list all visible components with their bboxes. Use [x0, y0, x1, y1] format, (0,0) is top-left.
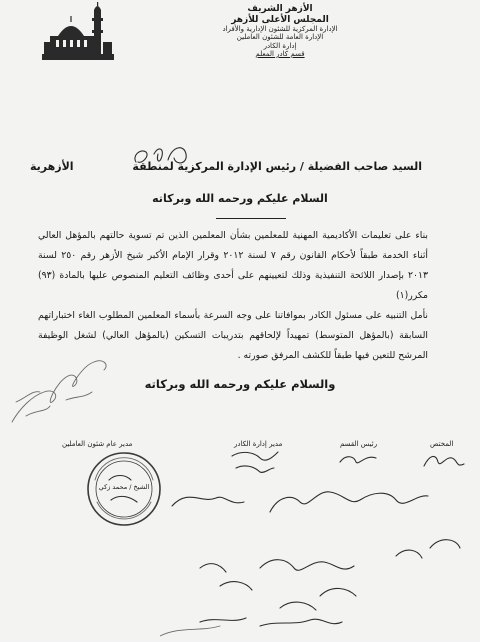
signature-section-head	[336, 450, 380, 468]
body-paragraph-1: بناء على تعليمات الأكاديمية المهنية للمعلمين بشأن المعلمين الذين تم تسوية حالتهم بالمؤهل العالي أثناء الخدمة طبقاً لأحكام القانون رقم ٧ لسنة ٢٠١٢ وقرار الإمام الأكبر شيخ الأزهر رقم ٢٥٠ لسنة ٢٠١٣ بإصدار اللائحة التنفيذية وذلك لتعيينهم على أحدى وظائف التعليم المنصوص عليها بالمادة (٩٣) مكرر(١)	[38, 230, 428, 301]
addressee-line: السيد صاحب الفضيلة / رئيس الإدارة المركزية لمنطقة	[132, 160, 422, 173]
closing-greeting: والسلام عليكم ورحمه الله وبركاته	[144, 377, 336, 391]
letter-body	[38, 226, 428, 366]
signatory-specialist: المختص	[430, 440, 454, 448]
signature-specialist	[420, 448, 470, 472]
signatory-section-head: رئيس القسم	[340, 440, 378, 448]
letterhead-line-1: الأزهر الشريف	[247, 4, 313, 14]
signatory-cadre-manager: مدير إدارة الكادر	[234, 440, 283, 448]
handwritten-region-note	[128, 138, 198, 172]
letterhead-line-6: قسم كادر المعلم	[255, 49, 305, 58]
letterhead	[180, 4, 380, 58]
letterhead-line-5: إدارة الكادر	[263, 41, 297, 50]
salutation: السلام عليكم ورحمه الله وبركاته	[152, 192, 328, 205]
salutation-underline	[216, 218, 286, 219]
letterhead-line-4: الإدارة العامة للشئون العاملين	[236, 33, 324, 42]
letterhead-line-2: المجلس الأعلى للأزهر	[231, 14, 329, 25]
letterhead-line-3: الإدارة المركزية للشئون الإدارية والأفراد	[222, 25, 338, 34]
azhar-mosque-logo	[40, 2, 116, 68]
addressee-suffix: الأزهرية	[30, 160, 74, 173]
stamp-label: الشيخ / محمد زكي	[98, 483, 150, 491]
body-paragraph-2: نأمل التنبيه على مسئول الكادر بموافاتنا على وجه السرعة بأسماء المعلمين المطلوب الغاء اختباراتهم السابقة (بالمؤهل المتوسط) تمهيداً لإلحاقهم بتدريبات التسكين (بالمؤهل العالي) لشغل الوظيفة المرشح للتعين فيها طبقاً للكشف المرفق صورته .	[38, 310, 428, 361]
handwritten-annotations	[160, 476, 480, 642]
margin-handwritten-note	[6, 352, 118, 432]
signature-cadre-manager	[226, 446, 282, 476]
signatory-hr-director: مدير عام شئون العاملين	[62, 440, 133, 448]
